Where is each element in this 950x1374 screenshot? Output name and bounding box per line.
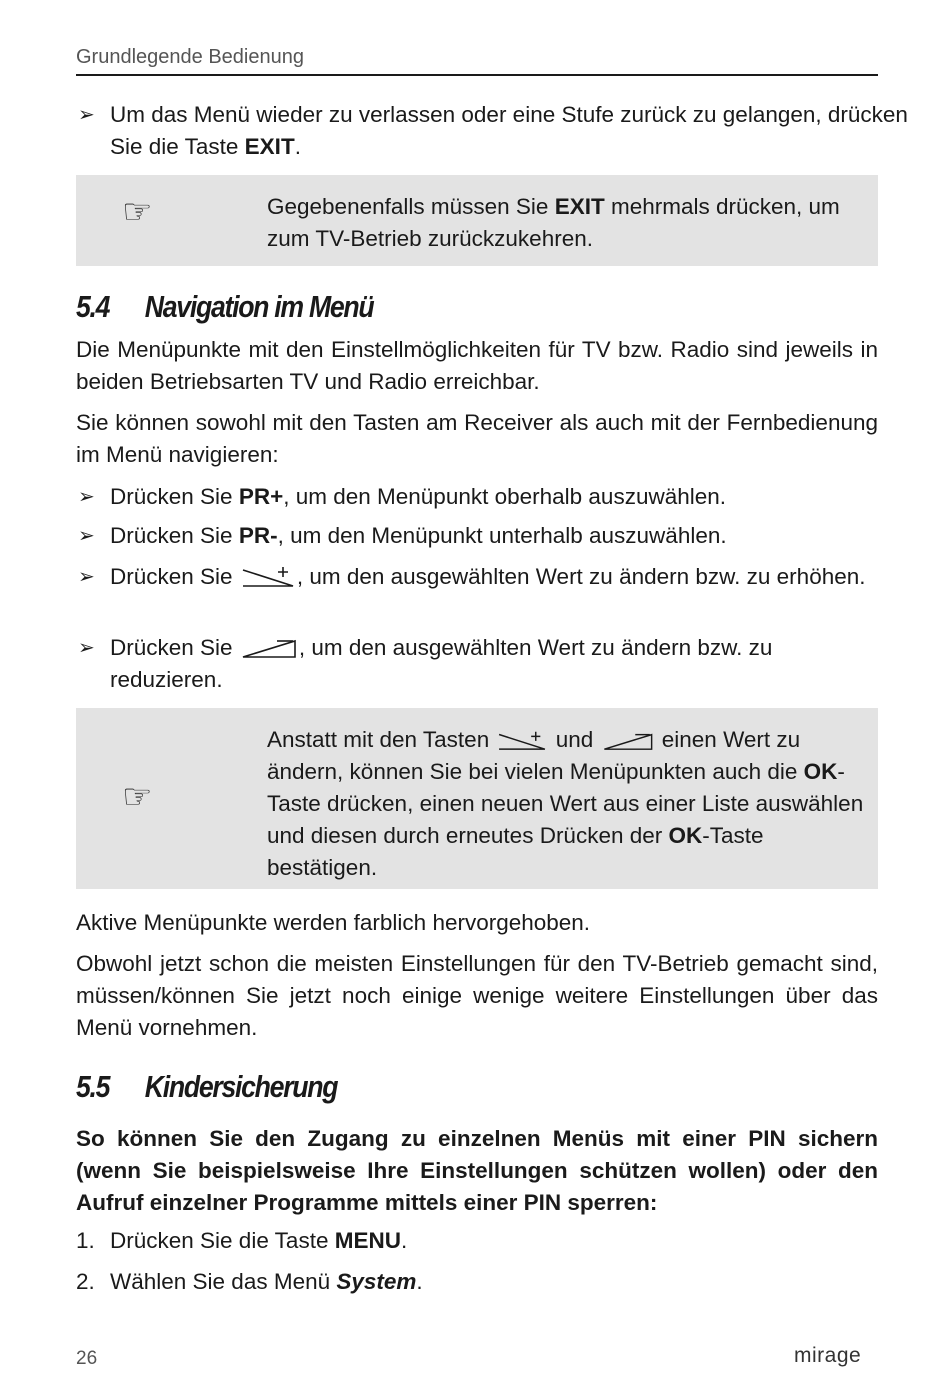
- section-heading-5-4: 5.4 Navigation im Menü: [76, 289, 374, 324]
- running-header: [76, 46, 878, 76]
- section-heading-5-5: 5.5 Kindersicherung: [76, 1069, 338, 1104]
- mirage-logo: [794, 1343, 878, 1369]
- volume-up-key-icon: [497, 729, 547, 751]
- pointing-hand-icon: ☞: [122, 193, 153, 231]
- pointing-hand-icon: ☞: [122, 778, 153, 816]
- volume-down-key-icon: [241, 637, 297, 659]
- paragraph-highlight: Aktive Menüpunkte werden farblich hervorgehoben.: [76, 910, 591, 935]
- volume-up-key-icon: [241, 564, 295, 588]
- bullet-pr-plus: ➢ Drücken Sie PR+, um den Menüpunkt oberhalb auszuwählen.: [76, 481, 878, 513]
- arrow-bullet-icon: ➢: [78, 637, 95, 659]
- arrow-bullet-icon: ➢: [78, 566, 95, 588]
- step-1: 1. Drücken Sie die Taste MENU.: [76, 1228, 408, 1253]
- running-title: Grundlegende Bedienung: [76, 46, 304, 68]
- bullet-volume-up: ➢ Drücken Sie , um den ausgewählten Wert zu ändern bzw. zu erhöhen.: [76, 561, 878, 593]
- paragraph-pin-lead: So können Sie den Zugang zu einzelnen Menüs mit einer PIN sichern (wenn Sie beispielsweise Ihre Einstellungen schützen wollen) oder den Aufruf einzelner Programme mittels einer PIN sperren:: [76, 1126, 878, 1215]
- paragraph-navigation: Sie können sowohl mit den Tasten am Receiver als auch mit der Fernbedienung im Menü navigieren:: [76, 410, 878, 467]
- arrow-bullet-icon: ➢: [78, 104, 95, 126]
- note-box-exit: ☞ Gegebenenfalls müssen Sie EXIT mehrmals drücken, um zum TV-Betrieb zurückzukehren.: [76, 175, 878, 266]
- note-box-ok-key: ☞ Anstatt mit den Tasten und einen Wert zu ändern, können Sie bei vielen Menüpunkten auch die OK-Taste drücken, einen neuen Wert aus einer Liste auswählen und diesen durch erneutes Drücken der OK-Taste bestätigen.: [76, 708, 878, 889]
- paragraph-menu-items: Die Menüpunkte mit den Einstellmöglichkeiten für TV bzw. Radio sind jeweils in beiden Betriebsarten TV und Radio erreichbar.: [76, 337, 878, 394]
- bullet-volume-down: ➢ Drücken Sie , um den ausgewählten Wert zu ändern bzw. zu reduzieren.: [76, 632, 878, 696]
- volume-down-key-icon: [602, 731, 654, 751]
- bullet-pr-minus: ➢ Drücken Sie PR-, um den Menüpunkt unterhalb auszuwählen.: [76, 520, 878, 552]
- step-2: 2. Wählen Sie das Menü System.: [76, 1269, 423, 1294]
- paragraph-settings: Obwohl jetzt schon die meisten Einstellungen für den TV-Betrieb gemacht sind, müssen/können Sie jetzt noch einige wenige weitere Einstellungen über das Menü vornehmen.: [76, 951, 878, 1040]
- page-number: 26: [76, 1348, 98, 1369]
- arrow-bullet-icon: ➢: [78, 525, 95, 547]
- arrow-bullet-icon: ➢: [78, 486, 95, 508]
- brand-wordmark: mirage: [794, 1344, 862, 1367]
- exit-bullet: ➢ Um das Menü wieder zu verlassen oder eine Stufe zurück zu gelangen, drücken Sie die Taste EXIT.: [76, 99, 912, 163]
